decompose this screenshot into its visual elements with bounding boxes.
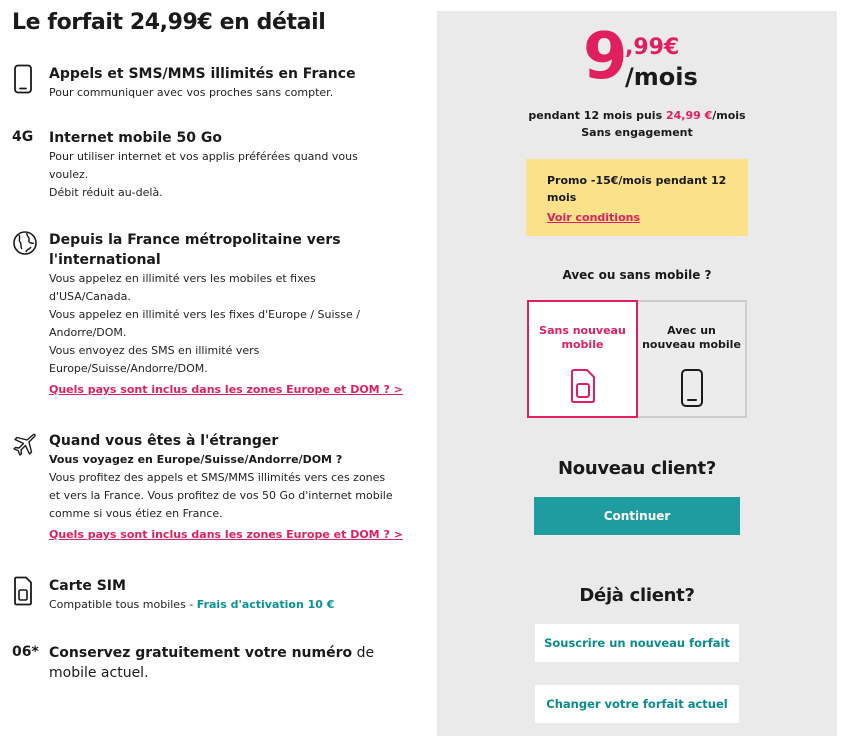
feature-number-portability (12, 643, 422, 683)
smartphone-icon (12, 64, 34, 94)
zones-link[interactable]: Quels pays sont inclus dans les zones Europe et DOM ? > (49, 383, 403, 396)
mobile-options (527, 300, 747, 418)
06-label: 06* (12, 644, 39, 660)
title-line2: mobile actuel. (49, 665, 149, 681)
feature-desc-line: d'USA/Canada. (49, 290, 131, 303)
feature-title (49, 643, 422, 663)
subscribe-new-plan-button[interactable]: Souscrire un nouveau forfait (535, 624, 739, 662)
change-plan-button[interactable]: Changer votre forfait actuel (535, 685, 739, 723)
feature-desc-line: et vers la France. Vous profitez de vos 50 Go d'internet mobile (49, 489, 393, 502)
feature-desc-line: voulez. (49, 168, 89, 181)
lead (12, 576, 42, 606)
feature-internet (12, 128, 422, 202)
feature-desc-line: Vous envoyez des SMS en illimité vers (49, 344, 260, 357)
page-title: Le forfait 24,99€ en détail (12, 10, 326, 35)
title-bold: Conservez gratuitement votre numéro (49, 645, 353, 661)
new-client-title: Nouveau client? (558, 458, 716, 479)
feature-title: Appels et SMS/MMS illimités en France (49, 66, 356, 82)
zones-link[interactable]: Quels pays sont inclus dans les zones Europe et DOM ? > (49, 528, 403, 541)
feature-desc-line: comme si vous étiez en France. (49, 507, 223, 520)
feature-title: Quand vous êtes à l'étranger (49, 433, 279, 449)
commitment: Sans engagement (581, 126, 693, 139)
feature-title-line2 (49, 663, 422, 683)
option-label-line: nouveau mobile (642, 338, 741, 351)
period-price: 24,99 € (665, 109, 713, 122)
offer-panel (437, 11, 837, 736)
existing-client-title: Déjà client? (579, 585, 695, 606)
feature-desc-line: Vous profitez des appels et SMS/MMS illimités vers ces zones (49, 471, 386, 484)
4g-label: 4G (12, 129, 34, 145)
feature-desc-line: Pour utiliser internet et vos applis préférées quand vous (49, 150, 358, 163)
period-prefix: pendant 12 mois puis (528, 109, 666, 122)
feature-title-line2: l'international (49, 252, 161, 268)
price-decimal: ,99€ (625, 35, 680, 60)
feature-sim (12, 576, 422, 614)
feature-desc: Pour communiquer avec vos proches sans compter. (49, 86, 334, 99)
option-label (539, 324, 626, 356)
feature-desc-line: Europe/Suisse/Andorre/DOM. (49, 362, 208, 375)
feature-desc-line: Débit réduit au-delà. (49, 186, 163, 199)
feature-note (49, 596, 422, 614)
activation-fee: Frais d'activation 10 € (196, 598, 335, 611)
feature-desc-line: Vous appelez en illimité vers les mobiles et fixes (49, 272, 316, 285)
lead (12, 644, 42, 660)
promo-text-line: mois (547, 191, 577, 204)
feature-calls-sms (12, 64, 422, 102)
feature-international (12, 230, 422, 397)
price-integer: 9 (583, 20, 626, 94)
option-without-mobile[interactable] (527, 300, 638, 418)
feature-title: Depuis la France métropolitaine vers (49, 232, 341, 248)
mobile-question: Avec ou sans mobile ? (562, 268, 712, 282)
feature-desc-line: Vous appelez en illimité vers les fixes d'Europe / Suisse / (49, 308, 360, 321)
note-prefix: Compatible tous mobiles - (49, 598, 197, 611)
sim-card-icon (12, 576, 34, 606)
promo-banner (526, 159, 748, 236)
lead (12, 129, 42, 145)
option-label (642, 324, 741, 356)
continue-button[interactable]: Continuer (534, 497, 740, 535)
promo-conditions-link[interactable]: Voir conditions (547, 211, 641, 224)
price-period: /mois (625, 63, 698, 91)
feature-subtitle: Vous voyagez en Europe/Suisse/Andorre/DOM ? (49, 453, 343, 466)
smartphone-icon (678, 368, 706, 408)
promo-text-line: Promo -15€/mois pendant 12 (547, 174, 727, 187)
period-suffix: /mois (712, 109, 746, 122)
feature-desc-line: Andorre/DOM. (49, 326, 127, 339)
price-conditions (437, 107, 837, 141)
lead (12, 64, 42, 94)
sim-card-icon (569, 368, 597, 404)
feature-title: Internet mobile 50 Go (49, 130, 222, 146)
option-label-line: Avec un (667, 324, 716, 337)
price (583, 20, 703, 95)
option-label-line: Sans nouveau (539, 324, 626, 337)
airplane-icon (12, 431, 38, 457)
option-with-mobile[interactable] (638, 300, 747, 418)
feature-title: Carte SIM (49, 578, 126, 594)
lead (12, 230, 42, 256)
period-line (437, 107, 837, 124)
option-label-line: mobile (561, 338, 604, 351)
lead (12, 431, 42, 457)
title-normal: de (352, 645, 375, 661)
globe-icon (12, 230, 38, 256)
feature-abroad (12, 431, 422, 542)
